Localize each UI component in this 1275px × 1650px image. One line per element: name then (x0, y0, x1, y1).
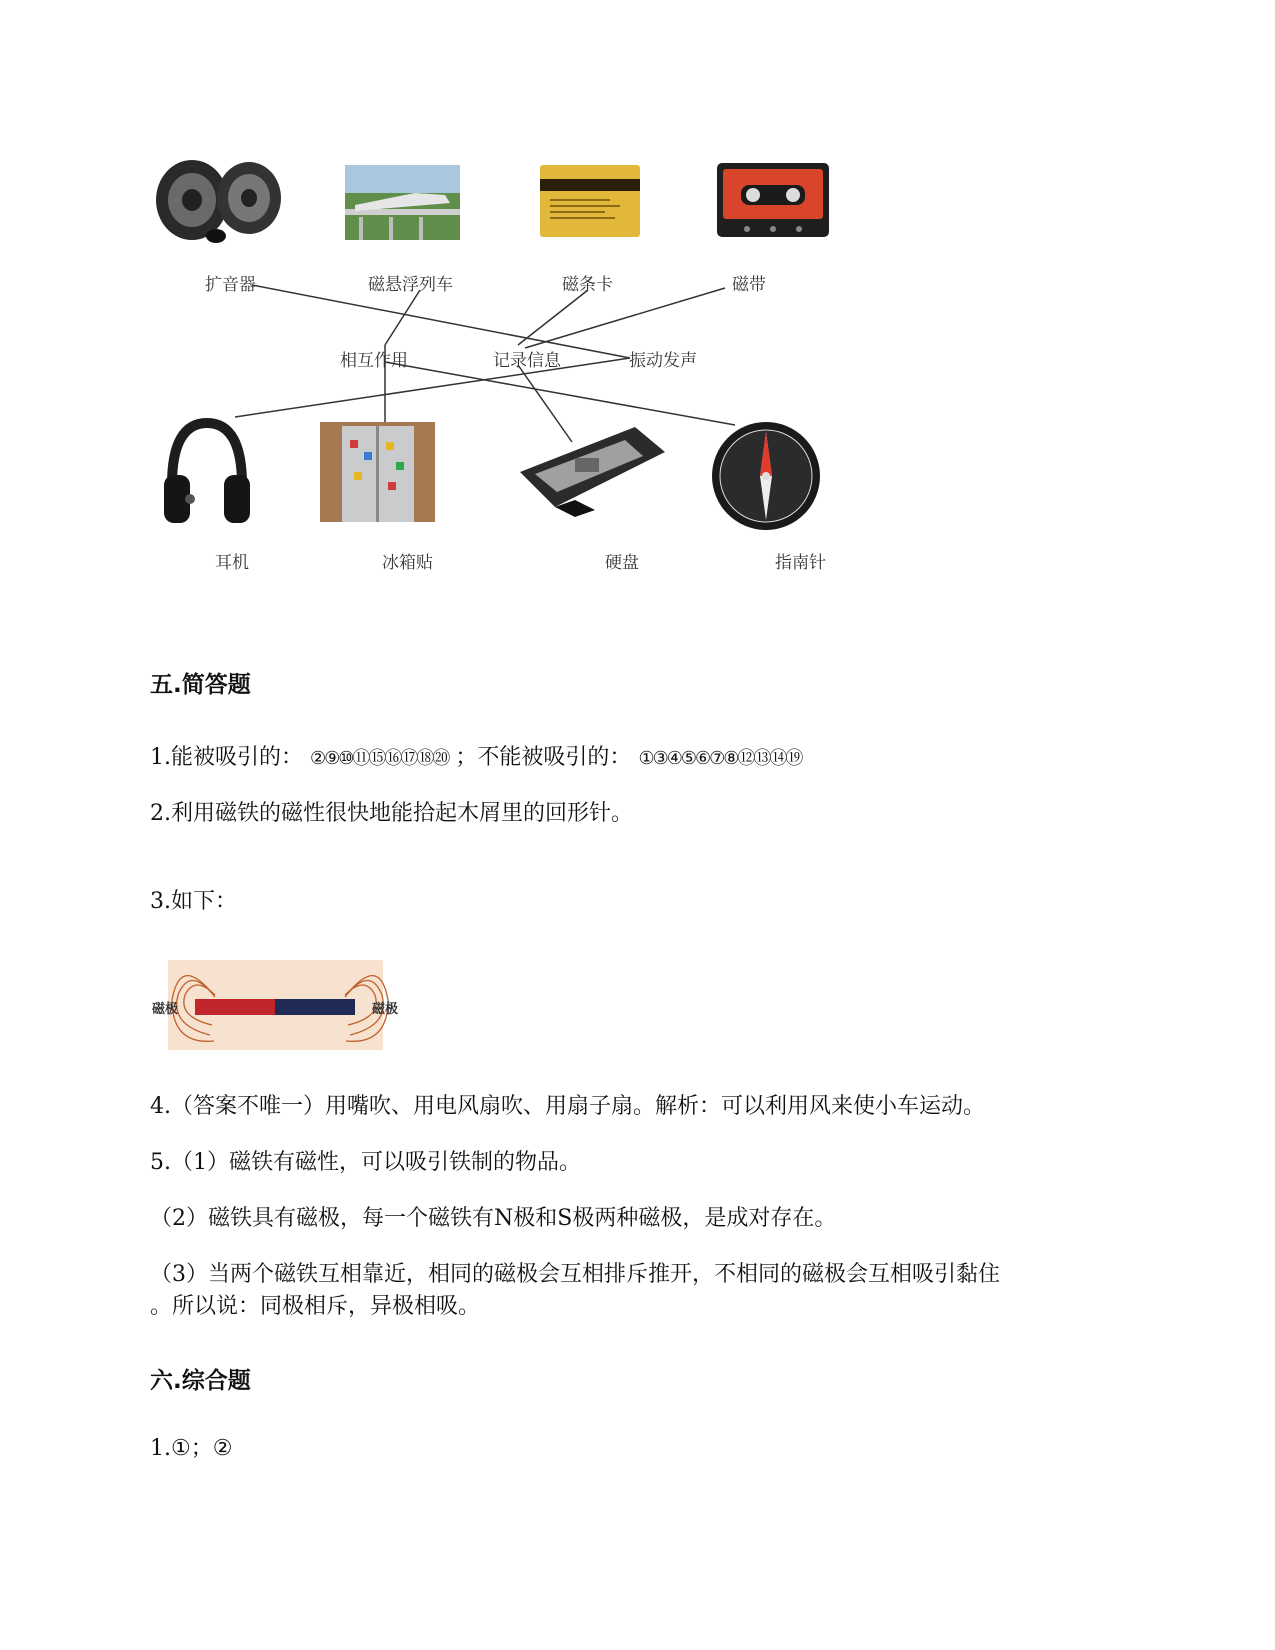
label-speaker: 扩音器 (205, 275, 256, 295)
match-line-compass (385, 362, 735, 425)
match-line-headphones (235, 358, 630, 417)
answer-5-1: 5.（1）磁铁有磁性，可以吸引铁制的物品。 (150, 1150, 581, 1175)
hard-disk-icon (515, 422, 670, 522)
label-compass: 指南针 (775, 553, 826, 573)
match-line-maglev (385, 290, 420, 345)
answer-1-prefix: 1.能被吸引的： (150, 745, 303, 770)
answer-1-attracted: ②⑨⑩⑪⑮⑯⑰⑱⑳ (310, 748, 449, 769)
speaker-icon (154, 158, 284, 248)
answer-1-mid: ；不能被吸引的： (455, 745, 632, 770)
label-fridge-magnet: 冰箱贴 (382, 553, 433, 573)
matching-diagram (140, 150, 900, 610)
label-vibrate-sound: 振动发声 (629, 351, 697, 371)
answer-1-not-attracted: ①③④⑤⑥⑦⑧⑫⑬⑭⑲ (638, 748, 802, 769)
label-record-info: 记录信息 (493, 351, 561, 371)
maglev-train-icon (345, 165, 460, 240)
answer-5-2: （2）磁铁具有磁极，每一个磁铁有N极和S极两种磁极，是成对存在。 (150, 1206, 837, 1231)
cassette-tape-icon (717, 163, 829, 237)
label-tape: 磁带 (732, 275, 766, 295)
label-maglev: 磁悬浮列车 (368, 275, 453, 295)
answer-2: 2.利用磁铁的磁性很快地能拾起木屑里的回形针。 (150, 801, 633, 826)
compass-icon (710, 420, 822, 532)
magnet-red-pole (195, 999, 275, 1015)
magnet-blue-pole (275, 999, 355, 1015)
match-line-card (518, 290, 588, 345)
match-line-tape (525, 288, 725, 348)
answer-5-3b: 。所以说：同极相斥，异极相吸。 (150, 1294, 481, 1319)
section6-answer-1: 1.①；② (150, 1436, 233, 1461)
match-line-speaker (252, 285, 630, 358)
answer-4: 4.（答案不唯一）用嘴吹、用电风扇吹、用扇子扇。解析：可以利用风来使小车运动。 (150, 1094, 985, 1119)
label-headphones: 耳机 (215, 553, 249, 573)
fridge-magnet-icon (320, 422, 435, 522)
label-interaction: 相互作用 (340, 351, 408, 371)
magnetic-card-icon (540, 165, 640, 237)
magnet-right-label: 磁极 (372, 1002, 399, 1017)
section6-title: 六.综合题 (150, 1368, 251, 1394)
label-magnetic-card: 磁条卡 (562, 275, 613, 295)
label-hard-disk: 硬盘 (605, 553, 639, 573)
answer-3: 3.如下： (150, 889, 237, 914)
section5-title: 五.简答题 (150, 672, 251, 698)
magnet-left-label: 磁极 (152, 1002, 179, 1017)
bar-magnet-figure (150, 955, 420, 1055)
answer-1 (150, 742, 801, 775)
headphones-icon (160, 415, 255, 530)
answer-5-3a: （3）当两个磁铁互相靠近，相同的磁极会互相排斥推开，不相同的磁极会互相吸引黏住 (150, 1262, 1000, 1287)
